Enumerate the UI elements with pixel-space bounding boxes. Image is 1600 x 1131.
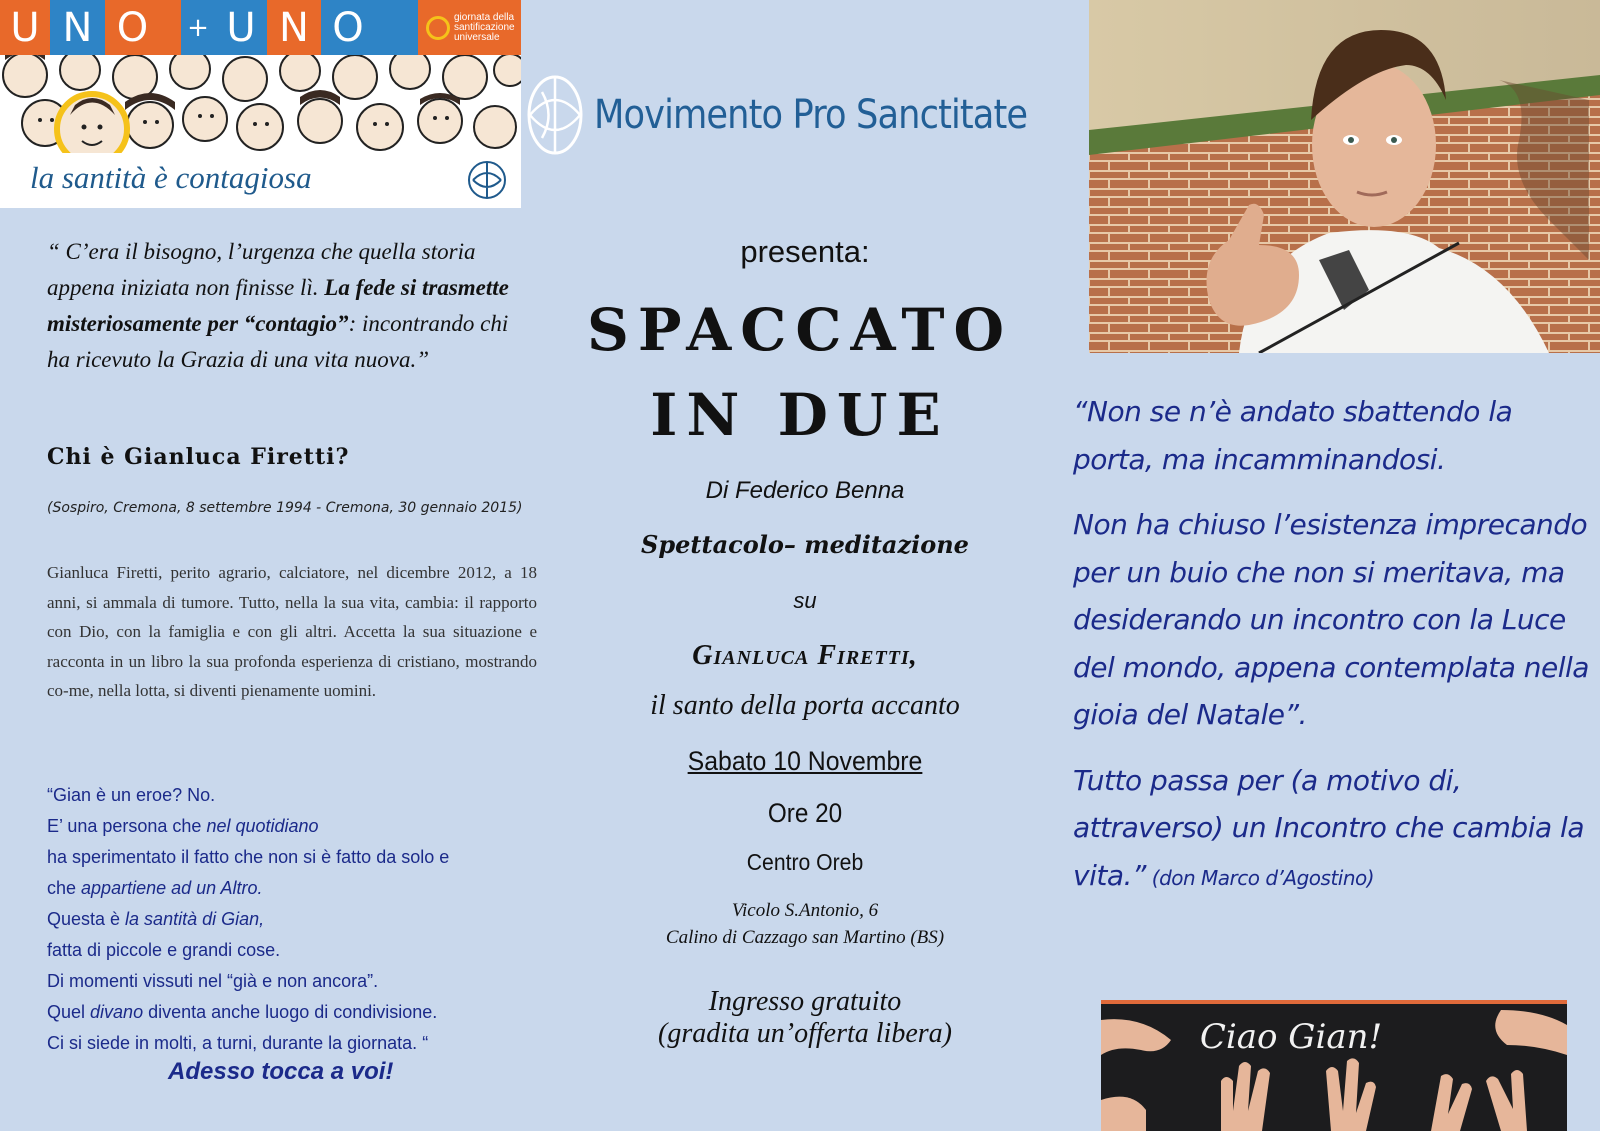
pro-sanctitate-emblem-icon	[465, 158, 509, 202]
gian-quote-line	[47, 997, 537, 1028]
closing-quote-paragraph-2: Non ha chiuso l’esistenza imprecando per un buio che non si meritava, ma desiderando un incontro con la Luce del mondo, appena contemplata nella gioia del Natale”.	[1073, 508, 1589, 731]
intro-quote-part1: “ C’era il bisogno, l’urgenza che quella storia appena iniziata non finisse lì.	[47, 239, 476, 300]
venue-address	[590, 897, 1020, 951]
event-time: Ore 20	[767, 798, 843, 828]
address-line-2: Calino di Cazzago san Martino (BS)	[665, 927, 945, 948]
gian-quote-line	[47, 873, 537, 904]
movement-logo	[524, 72, 1086, 158]
chalkboard-illustration	[1101, 1000, 1567, 1131]
su-label: su	[793, 588, 817, 613]
ciao-gian-chalkboard-photo	[1101, 1000, 1567, 1131]
crowd-of-faces-illustration	[0, 55, 521, 153]
event-date: Sabato 10 Novembre	[687, 746, 923, 776]
logo-letter: N	[50, 0, 105, 55]
logo-letter-bar	[0, 0, 521, 55]
admission-line-1: Ingresso gratuito	[708, 986, 902, 1017]
gian-quote-text: Questa è	[47, 909, 126, 929]
portrait-photo	[1089, 0, 1600, 353]
closing-quote	[1073, 388, 1593, 920]
logo-letter: O	[105, 0, 160, 55]
show-title-line-2: IN DUE	[650, 381, 950, 449]
show-genre: Spettacolo– meditazione	[641, 530, 969, 559]
gian-quote-italic: appartiene ad un Altro.	[81, 878, 263, 898]
closing-quote-text: Tutto passa per (a motivo di, attraverso) un Incontro che cambia la vita.”	[1073, 763, 1584, 892]
gian-quote-text: diventa anche luogo di condivisione.	[143, 1002, 438, 1022]
gian-quote-text: Quel	[47, 1002, 91, 1022]
logo-tagline: la santità è contagiosa	[30, 160, 312, 195]
show-author: Di Federico Benna	[705, 477, 905, 504]
closing-quote-paragraph-1: “Non se n’è andato sbattendo la porta, ma incamminandosi.	[1073, 395, 1513, 476]
intro-quote	[47, 234, 525, 378]
quote-attribution: (don Marco d’Agostino)	[1145, 865, 1375, 890]
gian-quote-line: ha sperimentato il fatto che non si è fatto da solo e	[47, 847, 450, 867]
logo-plus: +	[181, 0, 215, 55]
intro-quote-part2: : incontrando chi ha ricevuto la Grazia di una vita nuova.”	[47, 311, 509, 372]
biography-paragraph: Gianluca Firetti, perito agrario, calciatore, nel dicembre 2012, a 18 anni, si ammala di tumore. Tutto, nella la sua vita, cambia: il rapporto con Dio, con la famiglia e con gli altri. Accetta la sua situazione e racconta in un libro la sua profonda esperienza di cristiano, mostrando co-me, nella lotta, si diventi pienamente uomini.	[47, 563, 537, 701]
logo-spacer	[375, 0, 418, 55]
intro-quote-bold: La fede si trasmette misteriosamente per “contagio”	[47, 275, 509, 336]
gian-quote	[47, 780, 537, 1059]
logo-letter: U	[215, 0, 267, 55]
giornata-text: giornata della santificazione universale	[454, 11, 515, 43]
logo-spacer	[160, 0, 181, 55]
giornata-badge	[418, 0, 521, 55]
gian-quote-line: fatta di piccole e grandi cose.	[47, 940, 281, 960]
gian-quote-line: Ci si siede in molti, a turni, durante la giornata. “	[47, 1033, 429, 1053]
logo-letter: O	[321, 0, 375, 55]
gian-quote-text: che	[47, 878, 82, 898]
gian-quote-line	[47, 811, 537, 842]
gian-quote-text: E’ una persona che	[47, 816, 207, 836]
gian-quote-italic: divano	[90, 1002, 144, 1022]
gian-quote-line: Di momenti vissuti nel “già e non ancora”.	[47, 971, 379, 991]
movement-emblem-icon	[524, 72, 586, 158]
gian-quote-line: “Gian è un eroe? No.	[47, 785, 216, 805]
life-dates: (Sospiro, Cremona, 8 settembre 1994 - Cremona, 30 gennaio 2015)	[47, 500, 523, 516]
logo-letter: U	[0, 0, 50, 55]
venue-name: Centro Oreb	[746, 849, 864, 875]
gian-quote-italic: nel quotidiano	[206, 816, 319, 836]
chalkboard-text: Ciao Gian!	[1199, 1017, 1383, 1057]
gian-quote-italic: la santità di Gian,	[125, 909, 265, 929]
gian-quote-line	[47, 904, 537, 935]
presenta-label: presenta:	[740, 234, 870, 269]
subject-name: Gianluca Firetti,	[692, 640, 918, 671]
admission-info	[590, 986, 1020, 1050]
section-heading-who: Chi è Gianluca Firetti?	[47, 444, 350, 470]
logo-letter: N	[267, 0, 321, 55]
show-title-line-1: SPACCATO	[586, 296, 1014, 364]
giornata-ring-icon	[426, 16, 450, 40]
closing-quote-paragraph-3	[1073, 757, 1593, 903]
movement-name: Movimento Pro Sanctitate	[594, 92, 1028, 138]
subject-description: il santo della porta accanto	[650, 690, 960, 721]
admission-line-2: (gradita un’offerta libera)	[658, 1018, 952, 1049]
uno-plus-uno-logo	[0, 0, 521, 208]
call-to-action: Adesso tocca a voi!	[168, 1058, 394, 1085]
address-line-1: Vicolo S.Antonio, 6	[731, 900, 879, 921]
